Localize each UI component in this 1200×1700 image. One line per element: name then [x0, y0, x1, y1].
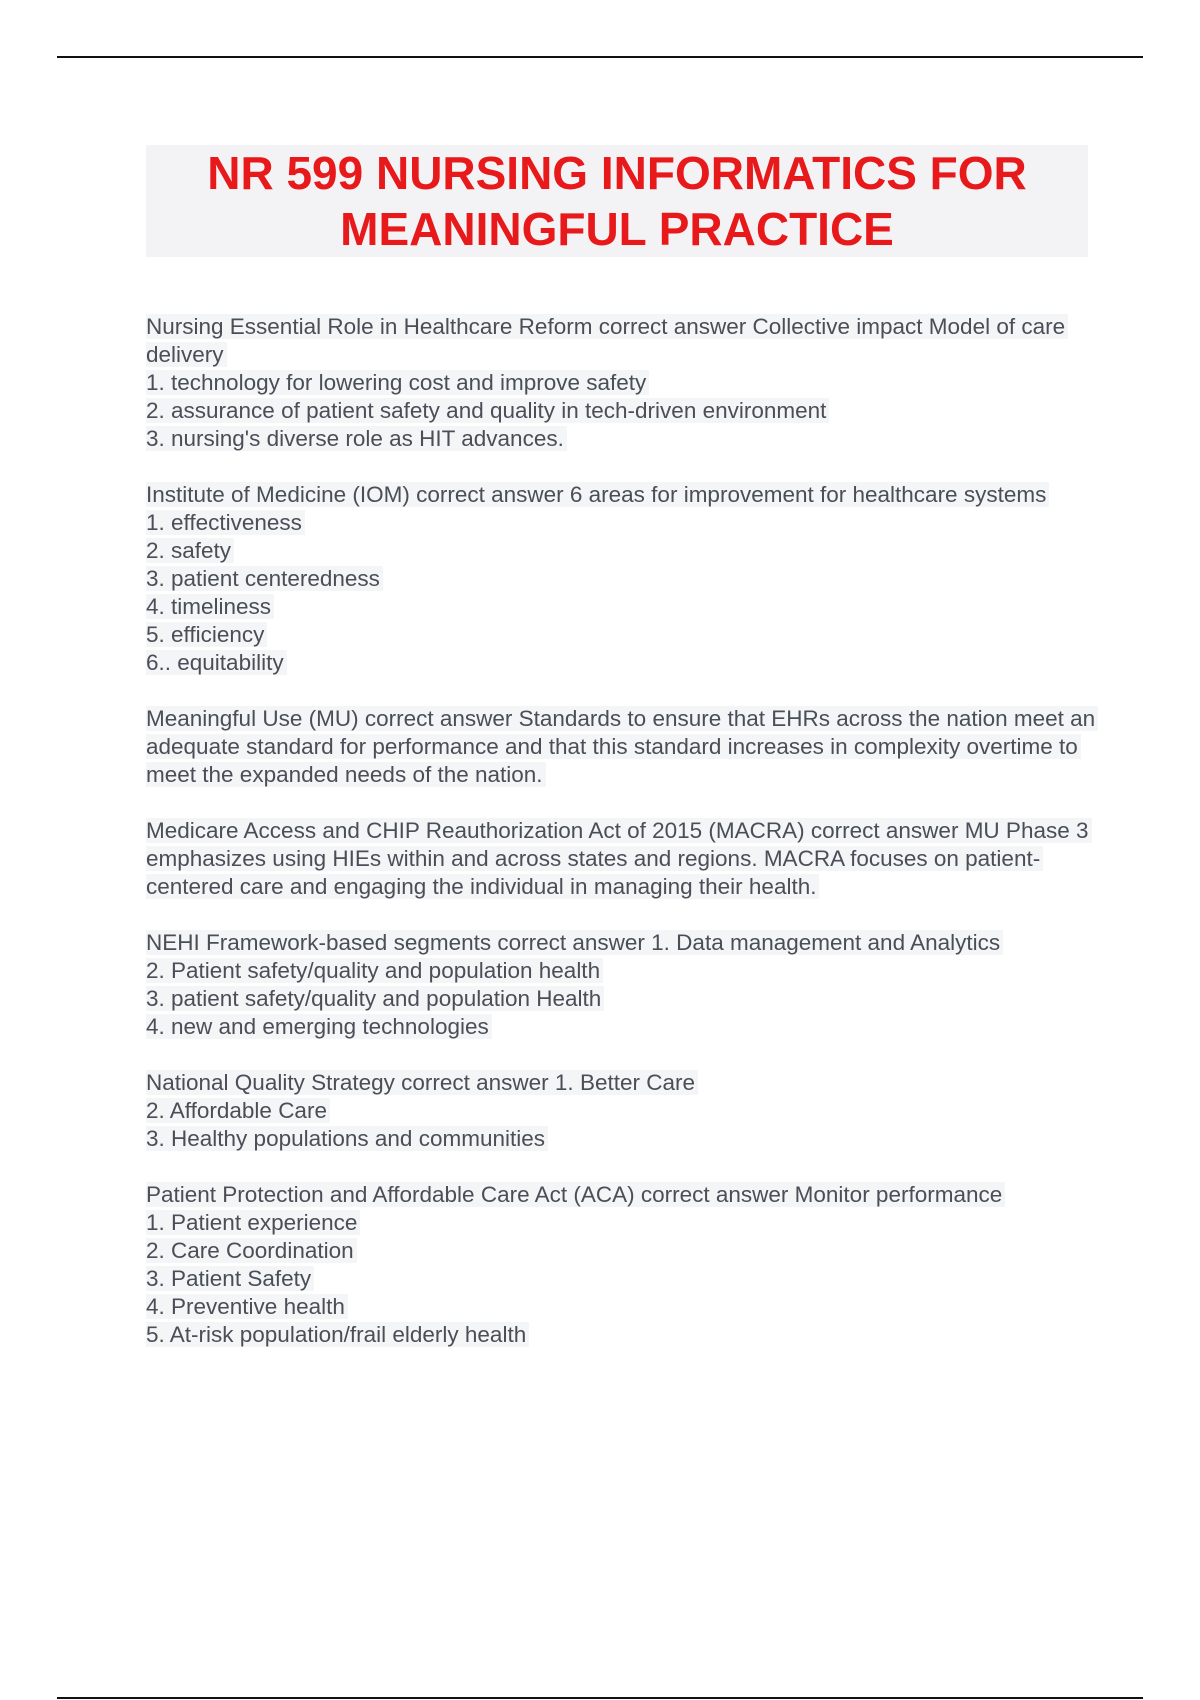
list-item: 1. effectiveness [146, 509, 1096, 537]
list-item: 3. patient safety/quality and population Health [146, 985, 1096, 1013]
qa-entry [146, 817, 1096, 901]
page-title-line-2: MEANINGFUL PRACTICE [340, 203, 894, 255]
qa-question-answer [146, 929, 1096, 957]
top-rule [57, 56, 1143, 58]
list-item: 2. Patient safety/quality and population health [146, 957, 1096, 985]
list-item: 3. Healthy populations and communities [146, 1125, 1096, 1153]
list-item: 5. efficiency [146, 621, 1096, 649]
page-title [146, 145, 1088, 257]
qa-text: Medicare Access and CHIP Reauthorization Act of 2015 (MACRA) correct answer MU Phase 3 emphasizes using HIEs within and across states and regions. MACRA focuses on patient-centered care and engaging the individual in managing their health. [146, 818, 1092, 899]
list-item: 2. assurance of patient safety and quality in tech-driven environment [146, 397, 1096, 425]
list-item: 4. Preventive health [146, 1293, 1096, 1321]
list-item: 4. timeliness [146, 593, 1096, 621]
list-item: 6.. equitability [146, 649, 1096, 677]
qa-entry [146, 705, 1096, 789]
list-item: 1. Patient experience [146, 1209, 1096, 1237]
page-title-line-1: NR 599 NURSING INFORMATICS FOR [207, 147, 1027, 199]
qa-question-answer [146, 705, 1096, 789]
list-item: 3. Patient Safety [146, 1265, 1096, 1293]
qa-text: Institute of Medicine (IOM) correct answer 6 areas for improvement for healthcare systems [146, 482, 1049, 507]
qa-question-answer [146, 313, 1096, 369]
bottom-rule [57, 1697, 1143, 1699]
qa-entry [146, 929, 1096, 1041]
list-item: 4. new and emerging technologies [146, 1013, 1096, 1041]
qa-text: National Quality Strategy correct answer 1. Better Care [146, 1070, 698, 1095]
list-item: 2. safety [146, 537, 1096, 565]
list-item: 3. patient centeredness [146, 565, 1096, 593]
qa-entry [146, 481, 1096, 677]
list-item: 1. technology for lowering cost and improve safety [146, 369, 1096, 397]
qa-question-answer [146, 481, 1096, 509]
qa-text: NEHI Framework-based segments correct answer 1. Data management and Analytics [146, 930, 1003, 955]
qa-list [146, 313, 1096, 1377]
qa-entry [146, 1069, 1096, 1153]
qa-entry [146, 1181, 1096, 1349]
list-item: 2. Care Coordination [146, 1237, 1096, 1265]
list-item: 3. nursing's diverse role as HIT advances. [146, 425, 1096, 453]
qa-text: Patient Protection and Affordable Care Act (ACA) correct answer Monitor performance [146, 1182, 1005, 1207]
qa-text: Meaningful Use (MU) correct answer Standards to ensure that EHRs across the nation meet an adequate standard for performance and that this standard increases in complexity overtime to meet the expanded needs of the nation. [146, 706, 1098, 787]
qa-question-answer [146, 1181, 1096, 1209]
list-item: 2. Affordable Care [146, 1097, 1096, 1125]
qa-question-answer [146, 817, 1096, 901]
list-item: 5. At-risk population/frail elderly health [146, 1321, 1096, 1349]
qa-text: Nursing Essential Role in Healthcare Reform correct answer Collective impact Model of care delivery [146, 314, 1068, 367]
qa-question-answer [146, 1069, 1096, 1097]
qa-entry [146, 313, 1096, 453]
